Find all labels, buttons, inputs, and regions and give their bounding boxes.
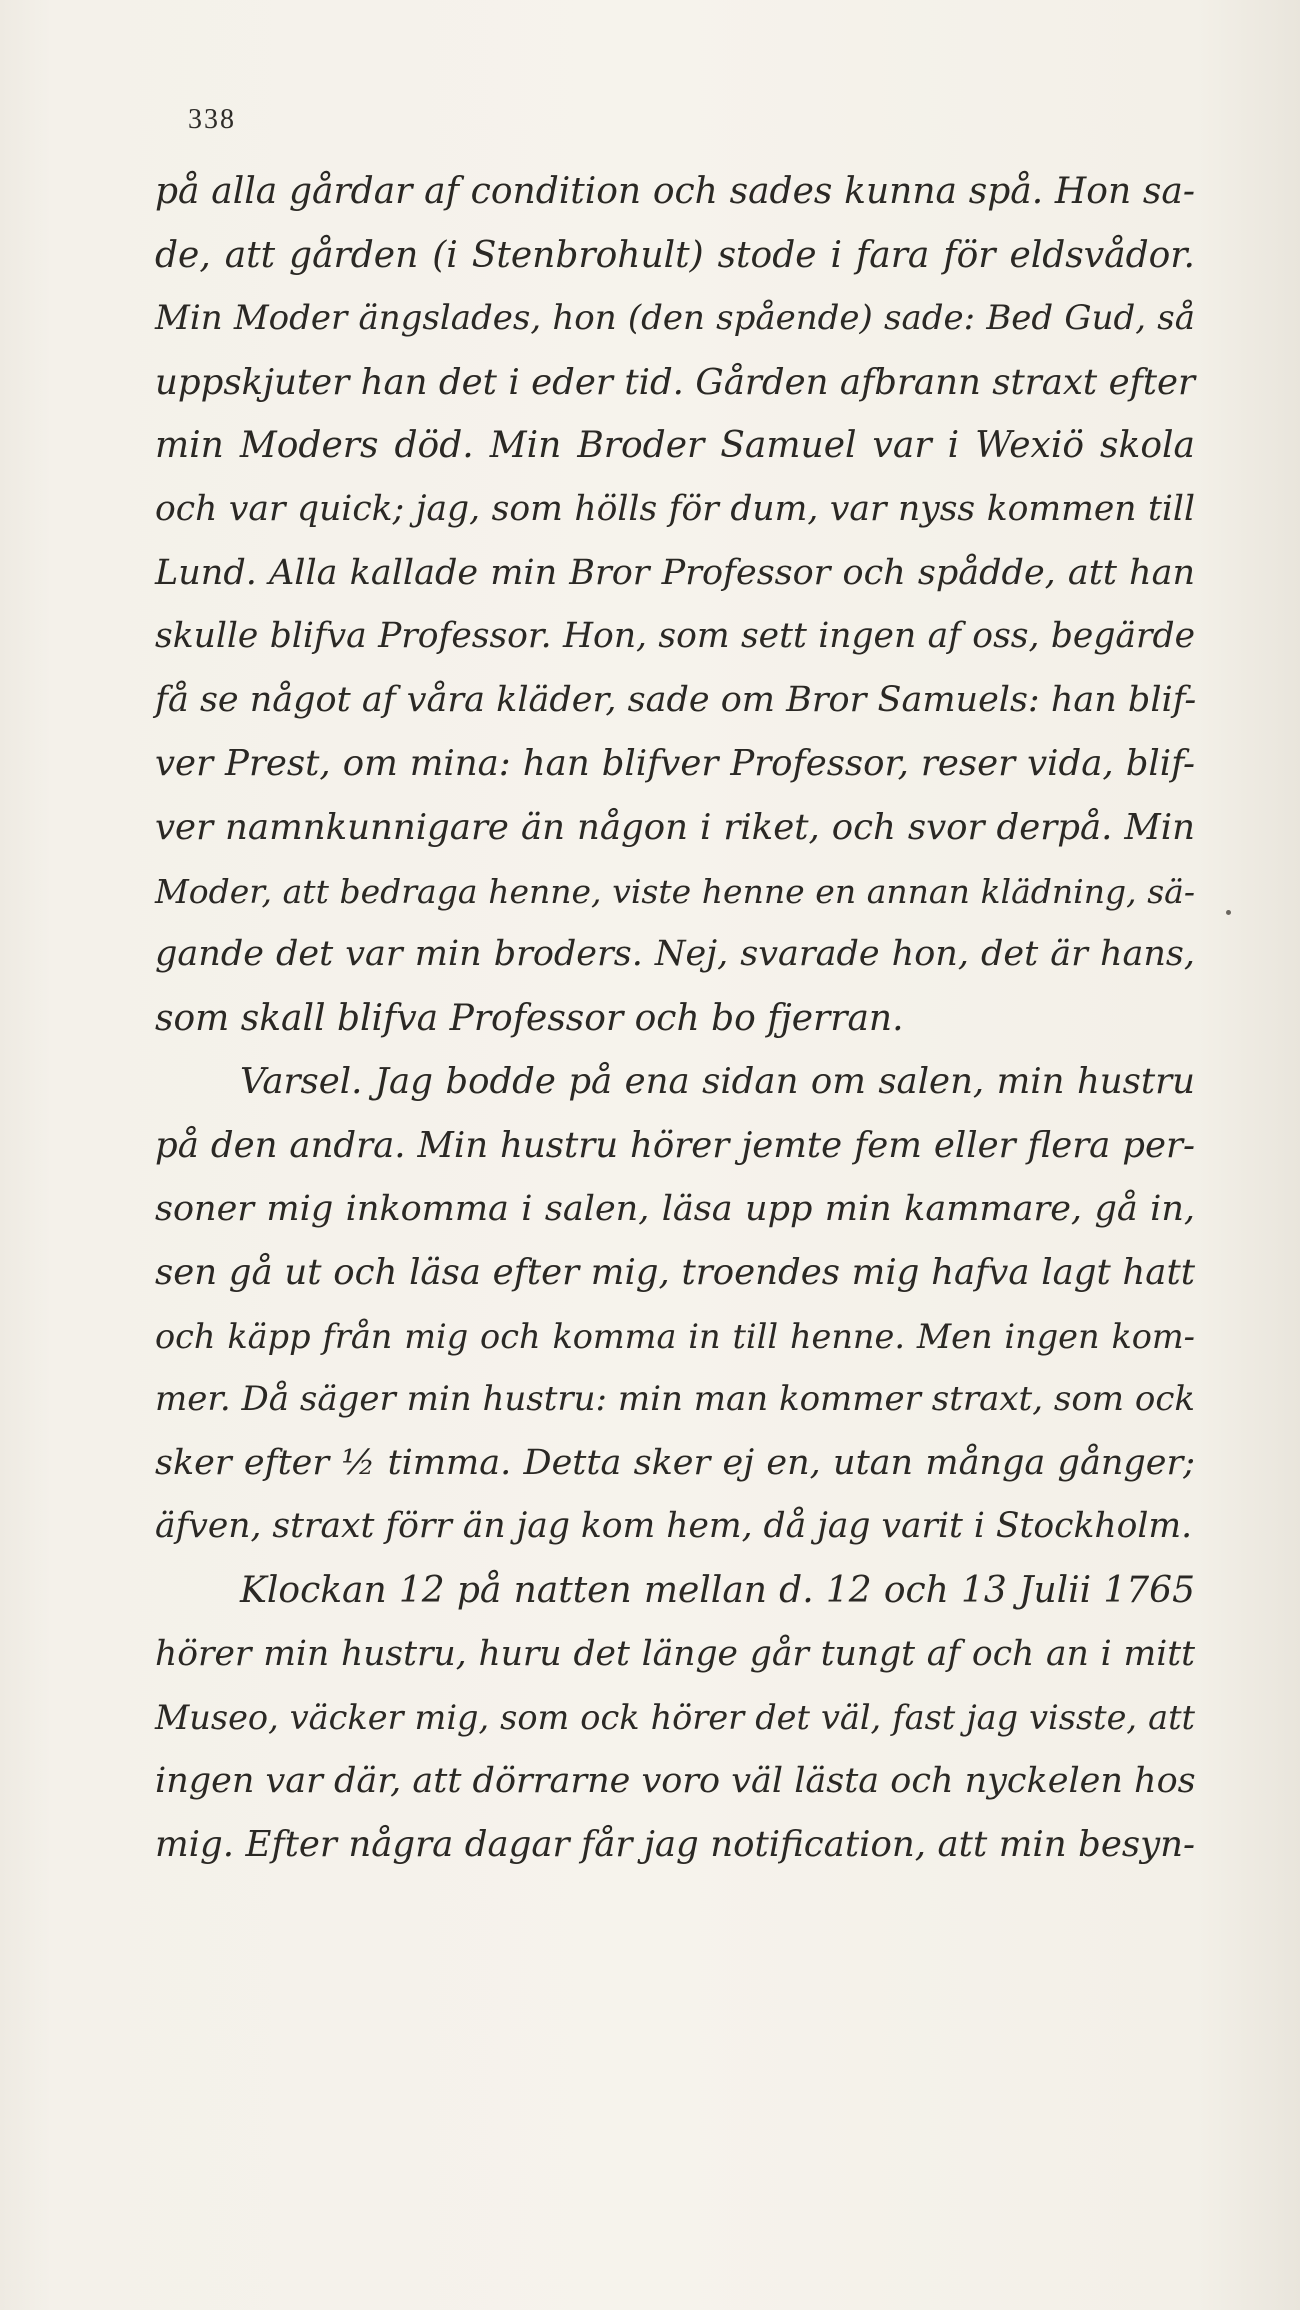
text-line: Min Moder ängslades, hon (den spående) sade: Bed Gud, så [155, 298, 1195, 339]
text-line: Moder, att bedraga henne, viste henne en annan klädning, sä- [155, 871, 1195, 911]
text-line: Varsel. Jag bodde på ena sidan om salen, min hustru [240, 1061, 1195, 1103]
text-line: få se något af våra kläder, sade om Bror Samuels: han blif- [155, 679, 1197, 720]
ink-speck [1226, 910, 1231, 915]
text-line: sker efter ½ timma. Detta sker ej en, utan många gånger; [155, 1442, 1195, 1483]
text-line: Lund. Alla kallade min Bror Professor och spådde, att han [155, 552, 1195, 593]
text-line: skulle blifva Professor. Hon, som sett ingen af oss, begärde [155, 616, 1195, 657]
text-line: och var quick; jag, som hölls för dum, var nyss kommen till [155, 488, 1195, 529]
text-line: på alla gårdar af condition och sades kunna spå. Hon sa- [155, 171, 1195, 212]
text-line: gande det var min broders. Nej, svarade hon, det är hans, [155, 934, 1195, 975]
page-number: 338 [188, 104, 236, 135]
text-line: hörer min hustru, huru det länge går tungt af och an i mitt [155, 1633, 1195, 1674]
text-line: som skall blifva Professor och bo fjerran. [155, 997, 904, 1039]
text-line: de, att gården (i Stenbrohult) stode i fara för eldsvådor. [155, 234, 1195, 276]
text-line: uppskjuter han det i eder tid. Gården afbrann straxt efter [155, 361, 1195, 403]
text-line: mer. Då säger min hustru: min man kommer straxt, som ock [155, 1379, 1195, 1420]
text-line: sen gå ut och läsa efter mig, troendes mig hafva lagt hatt [155, 1252, 1195, 1294]
text-line: ver Prest, om mina: han blifver Professor, reser vida, blif- [155, 743, 1195, 785]
text-line: ver namnkunnigare än någon i riket, och svor derpå. Min [155, 806, 1195, 848]
text-line: Museo, väcker mig, som ock hörer det väl, fast jag visste, att [155, 1698, 1195, 1738]
text-line: soner mig inkomma i salen, läsa upp min kammare, gå in, [155, 1188, 1195, 1229]
text-line: och käpp från mig och komma in till henne. Men ingen kom- [155, 1316, 1195, 1356]
text-line: mig. Efter några dagar får jag notification, att min besyn- [155, 1824, 1195, 1866]
text-line: på den andra. Min hustru hörer jemte fem eller flera per- [155, 1124, 1195, 1166]
text-line: ingen var där, att dörrarne voro väl lästa och nyckelen hos [155, 1760, 1196, 1801]
text-line: Klockan 12 på natten mellan d. 12 och 13 Julii 1765 [240, 1570, 1195, 1612]
text-line: min Moders död. Min Broder Samuel var i Wexiö skola [155, 425, 1195, 467]
text-line: äfven, straxt förr än jag kom hem, då jag varit i Stockholm. [155, 1506, 1193, 1547]
body-text [155, 160, 1195, 1877]
